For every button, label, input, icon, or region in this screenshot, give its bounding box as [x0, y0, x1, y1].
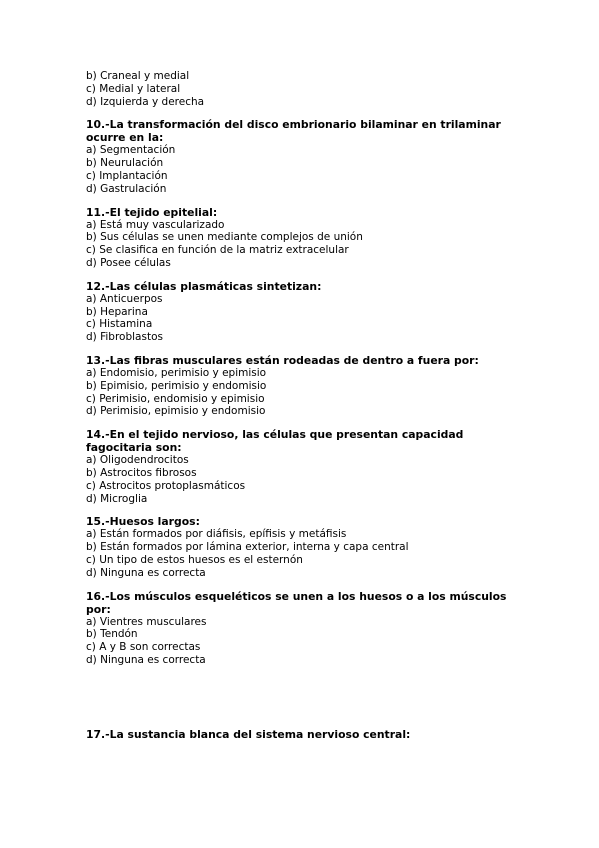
option-line: c) A y B son correctas	[86, 641, 201, 654]
question-title: 15.-Huesos largos:	[86, 515, 200, 529]
option-line: b) Sus células se unen mediante complejos de unión	[86, 231, 363, 244]
option-line: b) Neurulación	[86, 157, 164, 170]
question-9-continued	[86, 70, 526, 108]
question-title: 12.-Las células plasmáticas sintetizan:	[86, 279, 322, 293]
option-line: d) Perimisio, epimisio y endomisio	[86, 405, 266, 418]
question-16	[86, 590, 526, 667]
option-line: c) Histamina	[86, 318, 153, 331]
question-10	[86, 118, 526, 195]
option-line: a) Vientres musculares	[86, 615, 207, 628]
option-line: b) Están formados por lámina exterior, interna y capa central	[86, 541, 409, 554]
option-line: a) Endomisio, perimisio y epimisio	[86, 366, 267, 379]
option-line: c) Implantación	[86, 169, 168, 182]
question-title: 10.-La transformación del disco embrionario bilaminar en trilaminar ocurre en la:	[86, 118, 501, 145]
question-11	[86, 206, 526, 270]
option-line: c) Un tipo de estos huesos es el esternón	[86, 553, 303, 566]
option-line: d) Izquierda y derecha	[86, 95, 205, 108]
option-line: d) Microglia	[86, 492, 148, 505]
question-title: 16.-Los músculos esqueléticos se unen a los huesos o a los músculos por:	[86, 589, 507, 616]
question-12	[86, 280, 526, 344]
option-line: d) Posee células	[86, 256, 171, 269]
option-line: c) Perimisio, endomisio y epimisio	[86, 392, 265, 405]
option-line: b) Epimisio, perimisio y endomisio	[86, 379, 267, 392]
question-title: 14.-En el tejido nervioso, las células que presentan capacidad fagocitaria son:	[86, 428, 464, 455]
question-title: 13.-Las fibras musculares están rodeadas de dentro a fuera por:	[86, 353, 479, 367]
question-14	[86, 428, 526, 505]
option-line: c) Medial y lateral	[86, 82, 181, 95]
option-line: d) Fibroblastos	[86, 331, 163, 344]
option-line: a) Está muy vascularizado	[86, 218, 225, 231]
option-line: c) Se clasifica en función de la matriz extracelular	[86, 244, 349, 257]
option-line: d) Ninguna es correcta	[86, 653, 206, 666]
question-title: 11.-El tejido epitelial:	[86, 205, 218, 219]
option-line: b) Tendón	[86, 628, 138, 641]
option-line: b) Craneal y medial	[86, 70, 190, 82]
question-15	[86, 515, 526, 579]
option-line: d) Ninguna es correcta	[86, 566, 206, 579]
option-line: d) Gastrulación	[86, 182, 167, 195]
option-line: c) Astrocitos protoplasmáticos	[86, 479, 246, 492]
option-line: a) Están formados por diáfisis, epífisis y metáfisis	[86, 528, 347, 541]
question-17	[86, 728, 526, 741]
option-line: a) Oligodendrocitos	[86, 454, 189, 467]
document-page	[86, 70, 526, 741]
option-line: a) Segmentación	[86, 144, 176, 157]
option-line: a) Anticuerpos	[86, 292, 163, 305]
question-13	[86, 354, 526, 418]
option-line: b) Heparina	[86, 305, 148, 318]
option-line: b) Astrocitos fibrosos	[86, 466, 197, 479]
question-title: 17.-La sustancia blanca del sistema nervioso central:	[86, 727, 411, 741]
